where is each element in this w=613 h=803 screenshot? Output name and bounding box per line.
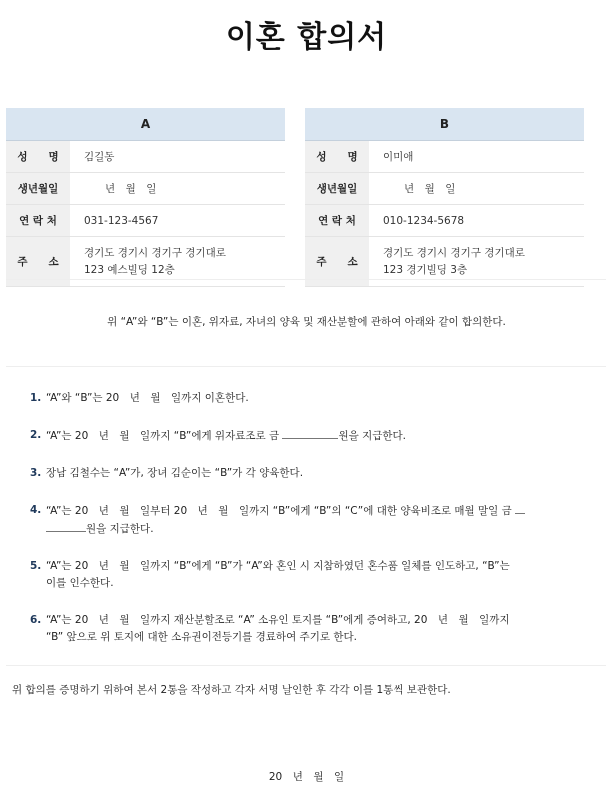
clause-number: 2.	[30, 429, 42, 441]
party-b-table	[305, 108, 584, 287]
clause-text: 원을 지급한다.	[338, 430, 407, 442]
clause-item	[30, 502, 578, 538]
party-b-name-label: 성 명	[305, 141, 369, 173]
clause-text: “A”는 20 년 월 일까지 “B”에게 위자료조로 금	[46, 430, 283, 442]
section-divider	[6, 665, 606, 666]
amount-blank	[46, 520, 86, 532]
party-a-birthdate-label: 생년월일	[6, 173, 70, 205]
party-b-contact-label: 연 락 처	[305, 205, 369, 237]
clause-number: 3.	[30, 467, 42, 479]
clause-number: 4.	[30, 504, 42, 516]
party-b-birthdate-value: 년 월 일	[369, 173, 584, 205]
document-title: 이혼 합의서	[225, 20, 388, 55]
clause-text: 장남 김철수는 “A”가, 장녀 김순이는 “B”가 각 양육한다.	[46, 467, 304, 479]
party-a-table	[6, 108, 285, 287]
clause-item	[30, 465, 578, 482]
clause-text: “A”는 20 년 월 일까지 재산분할조로 “A” 소유인 토지를 “B”에게 증여하고, 20 년 월 일까지	[46, 614, 510, 626]
party-b-address-line2: 123 경기빌딩 3층	[383, 263, 468, 276]
party-a-name-value: 김길동	[70, 141, 285, 173]
party-a-header: A	[6, 108, 285, 141]
amount-blank	[515, 502, 525, 514]
section-divider	[6, 366, 606, 367]
party-a-birthdate-value: 년 월 일	[70, 173, 285, 205]
clause-item	[30, 612, 578, 646]
party-b-contact-value: 010-1234-5678	[369, 205, 584, 237]
amount-blank	[282, 427, 338, 439]
clause-number: 5.	[30, 560, 42, 572]
clause-text: “A”는 20 년 월 일부터 20 년 월 일까지 “B”에게 “B”의 “C”에 대한 양육비조로 매월 말일 금	[46, 505, 516, 517]
intro-paragraph: 위 “A”와 “B”는 이혼, 위자료, 자녀의 양육 및 재산분할에 관하여 아래와 같이 합의한다.	[107, 316, 506, 328]
clause-number: 1.	[30, 392, 42, 404]
clause-number: 6.	[30, 614, 42, 626]
clause-text: 원을 지급한다.	[86, 523, 154, 535]
section-divider	[6, 279, 606, 280]
clause-text: “B” 앞으로 위 토지에 대한 소유권이전등기를 경료하여 주기로 한다.	[46, 631, 357, 643]
party-b-address-label: 주 소	[305, 237, 369, 287]
clause-item	[30, 558, 578, 592]
clause-text: “A”는 20 년 월 일까지 “B”에게 “B”가 “A”와 혼인 시 지참하였던 혼수품 일체를 인도하고, “B”는	[46, 560, 510, 572]
clause-item	[30, 427, 578, 445]
party-a-contact-value: 031-123-4567	[70, 205, 285, 237]
clause-list	[30, 390, 578, 646]
party-b-name-value: 이미애	[369, 141, 584, 173]
party-b-address-line1: 경기도 경기시 경기구 경기대로	[383, 246, 525, 259]
party-b-birthdate-label: 생년월일	[305, 173, 369, 205]
party-a-contact-label: 연 락 처	[6, 205, 70, 237]
clause-text: 이를 인수한다.	[46, 577, 114, 589]
clause-item	[30, 390, 578, 407]
party-a-address-label: 주 소	[6, 237, 70, 287]
clause-text: “A”와 “B”는 20 년 월 일까지 이혼한다.	[46, 392, 249, 404]
signing-date: 20 년 월 일	[268, 771, 345, 783]
party-b-header: B	[305, 108, 584, 141]
party-a-address-line1: 경기도 경기시 경기구 경기대로	[84, 246, 226, 259]
closing-statement: 위 합의를 증명하기 위하여 본서 2통을 작성하고 각자 서명 날인한 후 각각 이를 1통씩 보관한다.	[12, 684, 451, 696]
party-a-address-line2: 123 예스빌딩 12층	[84, 263, 175, 276]
party-a-name-label: 성 명	[6, 141, 70, 173]
